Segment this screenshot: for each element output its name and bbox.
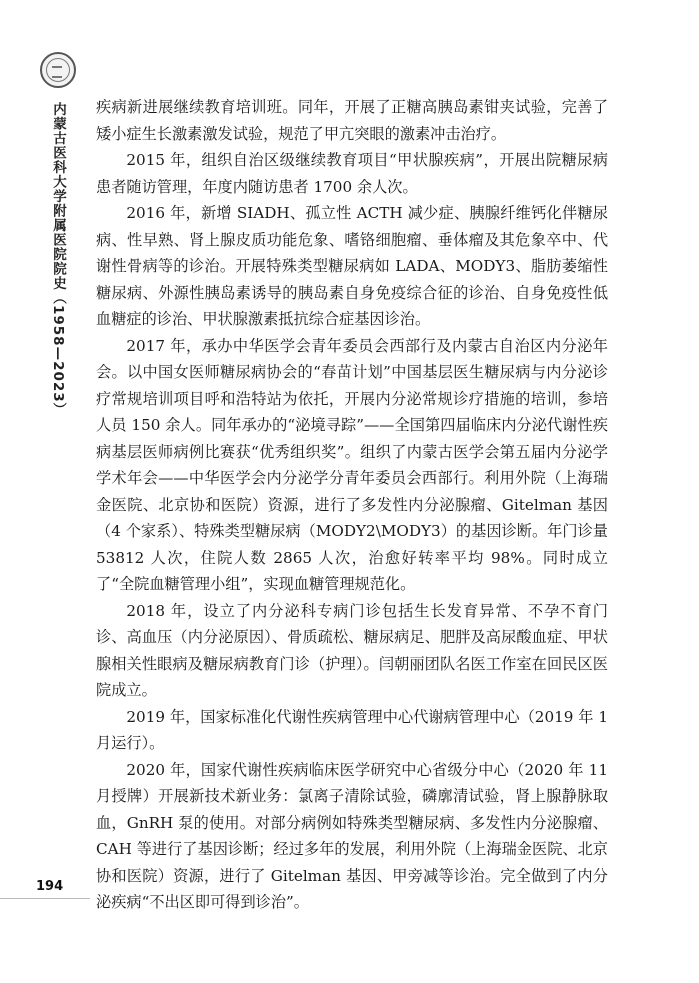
university-emblem-icon xyxy=(40,52,76,88)
paragraph-continuation: 疾病新进展继续教育培训班。同年，开展了正糖高胰岛素钳夹试验，完善了矮小症生长激素激发试验，规范了甲亢突眼的激素冲击治疗。 xyxy=(96,98,608,143)
paragraph-2015: 2015 年，组织自治区级继续教育项目“甲状腺疾病”，开展出院糖尿病患者随访管理，年度内随访患者 1700 余人次。 xyxy=(96,151,608,196)
paragraph-2017: 2017 年，承办中华医学会青年委员会西部行及内蒙古自治区内分泌年会。以中国女医师糖尿病协会的“春苗计划”中国基层医生糖尿病与内分泌诊疗常规培训项目呼和浩特站为依托，开展内分泌常规诊疗措施的培训，参培人员 150 余人。同年承办的“泌境寻踪”——全国第四届临床内分泌代谢性疾病基层医师病例比赛获“优秀组织奖”。组织了内蒙古医学会第五届内分泌学学术年会——中华医学会内分泌学分青年委员会西部行。利用外院（上海瑞金医院、北京协和医院）资源，进行了多发性内分泌腺瘤、Gitelman 基因（4 个家系）、特殊类型糖尿病（MODY2\MODY3）的基因诊断。年门诊量 53812 人次，住院人数 2865 人次，治愈好转率平均 98%。同时成立了“全院血糖管理小组”，实现血糖管理规范化。 xyxy=(96,336,608,593)
paragraph-2019: 2019 年，国家标准化代谢性疾病管理中心代谢病管理中心（2019 年 1 月运行）。 xyxy=(96,707,608,752)
body-text xyxy=(96,94,608,916)
paragraph-2016: 2016 年，新增 SIADH、孤立性 ACTH 减少症、胰腺纤维钙化伴糖尿病、性早熟、肾上腺皮质功能危象、嗜铬细胞瘤、垂体瘤及其危象卒中、代谢性骨病等的诊治。开展特殊类型糖尿病如 LADA、MODY3、脂肪萎缩性糖尿病、外源性胰岛素诱导的胰岛素自身免疫综合征的诊治、自身免疫性低血糖症的诊治、甲状腺激素抵抗综合症基因诊治。 xyxy=(96,204,608,328)
running-header-strip xyxy=(38,52,78,417)
paragraph-2018: 2018 年，设立了内分泌科专病门诊包括生长发育异常、不孕不育门诊、高血压（内分泌原因）、骨质疏松、糖尿病足、肥胖及高尿酸血症、甲状腺相关性眼病及糖尿病教育门诊（护理）。闫朝丽团队名医工作室在回民区医院成立。 xyxy=(96,601,608,699)
paragraph-2020: 2020 年，国家代谢性疾病临床医学研究中心省级分中心（2020 年 11 月授牌）开展新技术新业务：氯离子清除试验，磷廓清试验，肾上腺静脉取血，GnRH 泵的使用。对部分病例如特殊类型糖尿病、多发性内分泌腺瘤、CAH 等进行了基因诊断；经过多年的发展，利用外院（上海瑞金医院、北京协和医院）资源，进行了 Gitelman 基因、甲旁减等诊治。完全做到了内分泌疾病“不出区即可得到诊治”。 xyxy=(96,760,608,911)
page-number-rule xyxy=(0,898,90,899)
page-number: 194 xyxy=(36,879,64,894)
running-book-title: 内蒙古医科大学附属医院院史（1958—2023） xyxy=(50,102,66,418)
